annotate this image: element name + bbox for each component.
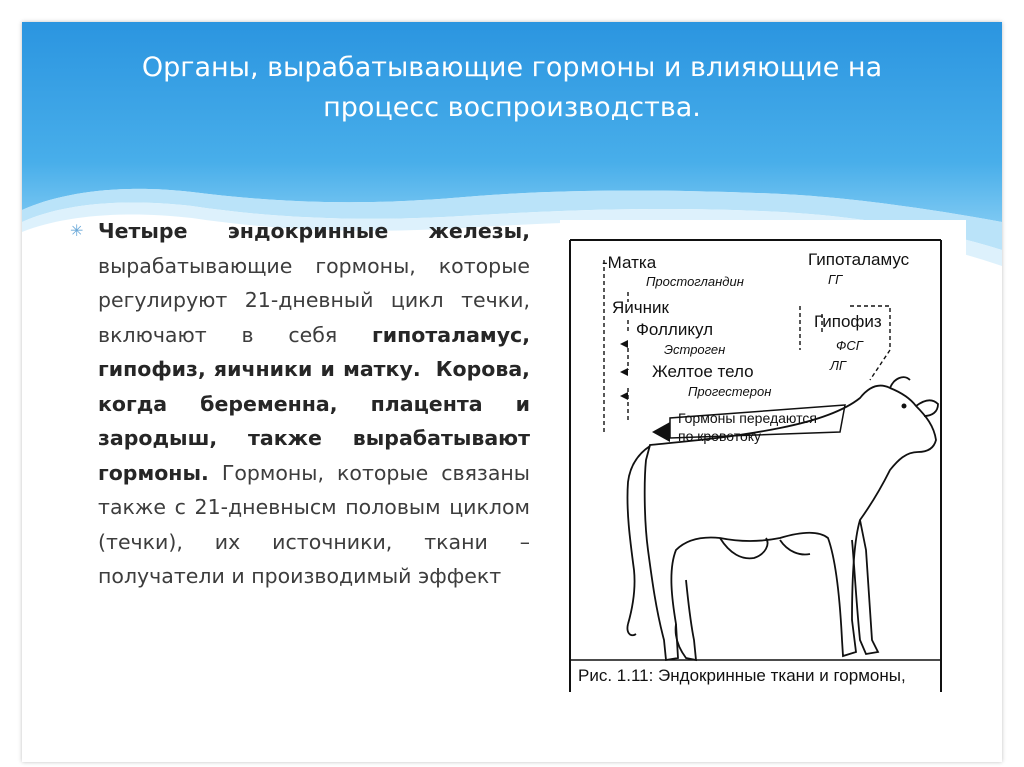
label-lh: ЛГ: [830, 358, 846, 373]
body-gap: [421, 357, 436, 381]
body-normal-2: Гормоны, которые связаны также с 21-дневнысм половым циклом (течки), их источники, ткани – получатели и производимый эффект: [98, 460, 530, 588]
label-transport-2: по кровотоку: [678, 428, 762, 444]
label-corpus-luteum: Желтое тело: [652, 362, 754, 381]
body-normal-1: вырабатывающие гормоны, которые регулируют 21-дневный цикл течки, включают в себя: [98, 253, 530, 347]
label-gg: ГГ: [828, 272, 843, 287]
label-follicle: Фолликул: [636, 320, 714, 339]
slide: [22, 22, 1002, 762]
label-transport-1: Гормоны передаются: [678, 410, 817, 426]
label-hypothalamus: Гипоталамус: [808, 250, 910, 269]
figure-drawing: [560, 220, 966, 700]
body-bold-2: гипоталамус, гипофиз, яичники и матку.: [98, 322, 530, 381]
label-prostaglandin: Простогландин: [646, 274, 744, 289]
label-progesterone: Прогестерон: [688, 384, 772, 399]
label-estrogen: Эстроген: [664, 342, 726, 357]
label-ovary: Яичник: [612, 298, 669, 317]
body-bold-1: Четыре эндокринные железы,: [98, 219, 530, 243]
body-paragraph: [70, 214, 530, 594]
figure-caption: Рис. 1.11: Эндокринные ткани и гормоны,: [578, 666, 906, 685]
body-bold-3: Корова, когда беременна, плацента и зародыш, также вырабатывают гормоны.: [98, 357, 530, 485]
asterisk-bullet-icon: ✳: [70, 221, 84, 240]
label-fsh: ФСГ: [836, 338, 863, 353]
slide-title: Органы, вырабатывающие гормоны и влияющие на процесс воспроизводства.: [141, 52, 883, 123]
label-uterus: -Матка: [602, 253, 657, 272]
label-pituitary: Гипофиз: [814, 312, 882, 331]
figure-cow-endocrine: [560, 220, 966, 700]
